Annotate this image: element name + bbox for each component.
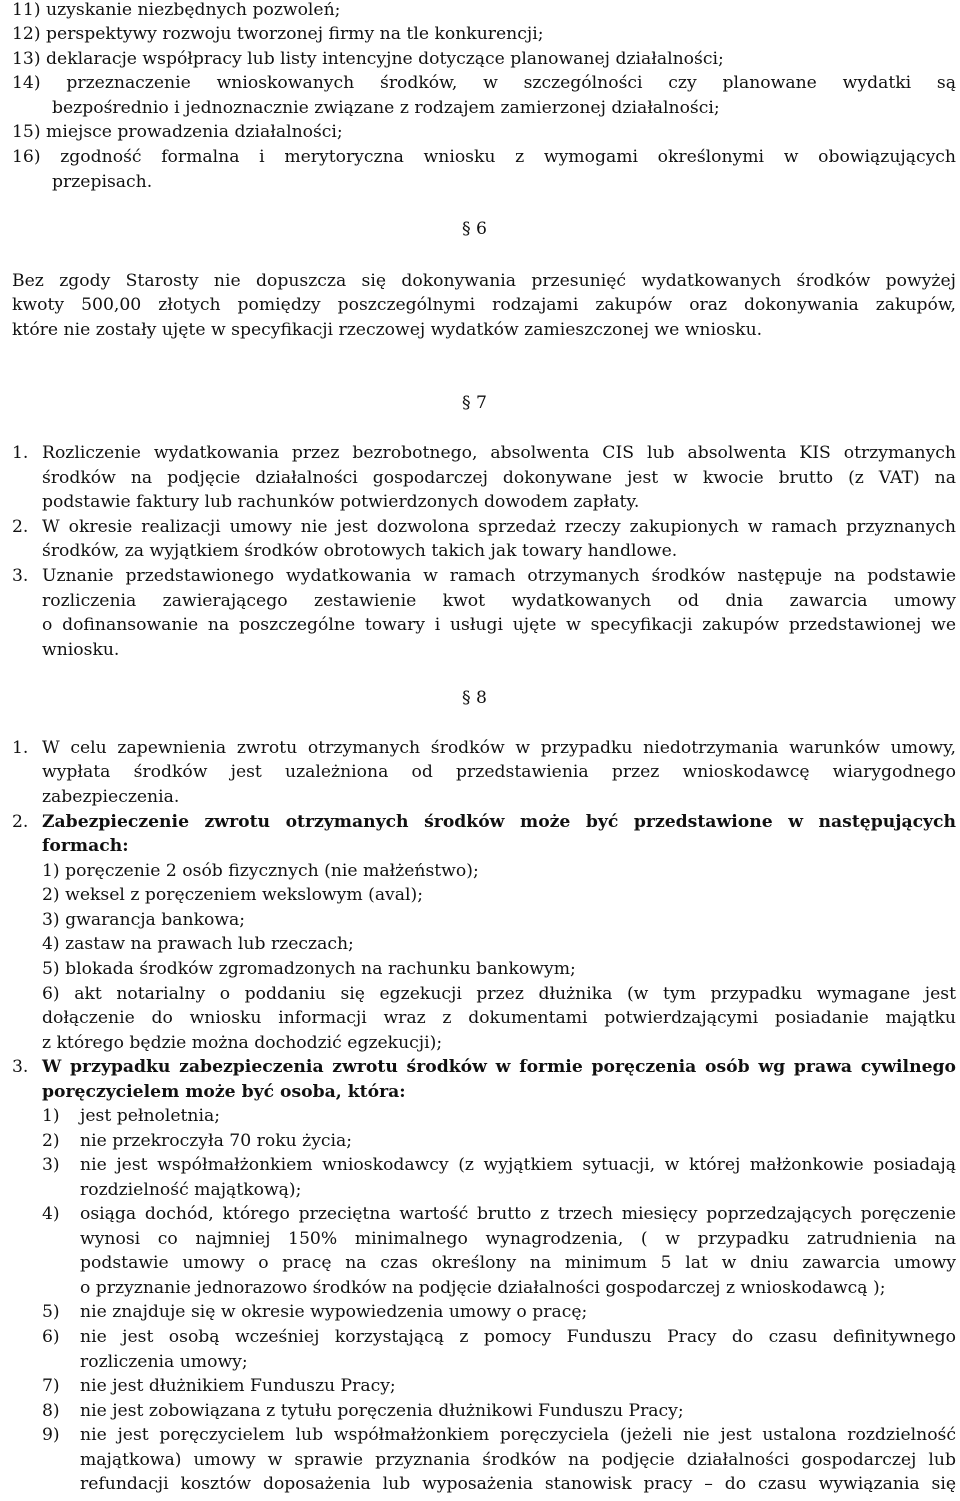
requirement-number: 5) xyxy=(42,1302,60,1323)
section-8-p2-heading: Zabezpieczenie zwrotu otrzymanych środków może być przedstawione w następujących xyxy=(42,812,956,832)
section-8-p3-heading-cont: poręczycielem może być osoba, która: xyxy=(42,1082,406,1102)
paragraph-number: 2. xyxy=(12,812,29,832)
paragraph-number: 1. xyxy=(12,443,29,463)
security-form-item: 1) poręczenie 2 osób fizycznych (nie małżeństwo); xyxy=(42,861,479,881)
security-form-item: 2) weksel z poręczeniem wekslowym (aval); xyxy=(42,885,424,905)
requirement-text: nie jest osobą wcześniej korzystającą z pomocy Funduszu Pracy do czasu definitywnego xyxy=(80,1326,956,1347)
requirement-number: 6) xyxy=(42,1326,60,1347)
security-form-item: 6) akt notarialny o poddaniu się egzekucji przez dłużnika (w tym przypadku wymagane jest xyxy=(42,984,956,1004)
security-form-item: 3) gwarancja bankowa; xyxy=(42,910,246,930)
requirement-number: 8) xyxy=(42,1400,60,1421)
requirement-text-cont: refundacji kosztów doposażenia lub wyposażenia stanowisk pracy – do czasu wywiązania się xyxy=(80,1474,956,1495)
section-8-p1-line: W celu zapewnienia zwrotu otrzymanych środków w przypadku niedotrzymania warunków umowy, xyxy=(42,738,956,758)
list-item-11: 11) uzyskanie niezbędnych pozwoleń; xyxy=(12,0,341,20)
section-7-p1-line: podstawie faktury lub rachunków potwierdzonych dowodem zapłaty. xyxy=(42,492,640,512)
security-form-item: 4) zastaw na prawach lub rzeczach; xyxy=(42,934,354,954)
section-8-p2-heading-cont: formach: xyxy=(42,836,129,856)
section-6-text-line: kwoty 500,00 złotych pomiędzy poszczególnymi rodzajami zakupów oraz dokonywania zakupów, xyxy=(12,295,956,315)
list-item-14-cont: bezpośrednio i jednoznacznie związane z rodzajem zamierzonej działalności; xyxy=(52,98,720,118)
paragraph-number: 1. xyxy=(12,738,29,758)
section-8-heading: § 8 xyxy=(462,688,487,708)
requirement-text: osiąga dochód, którego przeciętna wartość brutto z trzech miesięcy poprzedzających poręczenie xyxy=(80,1204,956,1225)
section-8-p1-line: wypłata środków jest uzależniona od przedstawienia przez wnioskodawcę wiarygodnego xyxy=(42,762,956,782)
section-7-p1-line: środków na podjęcie działalności gospodarczej dokonywane jest w kwocie brutto (z VAT) na xyxy=(42,468,956,488)
requirement-number: 1) xyxy=(42,1106,60,1126)
section-7-p2-line: W okresie realizacji umowy nie jest dozwolona sprzedaż rzeczy zakupionych w ramach przyznanych xyxy=(42,517,956,537)
section-6-text-line: które nie zostały ujęte w specyfikacji rzeczowej wydatków zamieszczonej we wniosku. xyxy=(12,320,763,340)
section-7-p3-line: wniosku. xyxy=(42,640,120,660)
paragraph-number: 2. xyxy=(12,517,29,537)
requirement-text-cont: o przyznanie jednorazowo środków na podjęcie działalności gospodarczej z wnioskodawcą ); xyxy=(80,1277,886,1298)
list-item-12: 12) perspektywy rozwoju tworzonej firmy na tle konkurencji; xyxy=(12,24,544,44)
section-7-p1-line: Rozliczenie wydatkowania przez bezrobotnego, absolwenta CIS lub absolwenta KIS otrzymanych xyxy=(42,443,956,463)
requirement-number: 7) xyxy=(42,1376,60,1397)
security-form-item: 5) blokada środków zgromadzonych na rachunku bankowym; xyxy=(42,959,576,979)
requirement-text-cont: rozdzielność majątkową); xyxy=(80,1179,302,1200)
list-item-16-cont: przepisach. xyxy=(52,172,153,192)
requirement-text: nie jest zobowiązana z tytułu poręczenia dłużnikowi Funduszu Pracy; xyxy=(80,1400,684,1421)
requirement-text-cont: podstawie umowy o pracę na czas określony na minimum 5 lat w dniu zawarcia umowy xyxy=(80,1253,956,1274)
paragraph-number: 3. xyxy=(12,1057,29,1077)
requirement-text-cont: wynosi co najmniej 150% minimalnego wynagrodzenia, ( w przypadku zatrudnienia na xyxy=(80,1228,956,1249)
requirement-text-cont: rozliczenia umowy; xyxy=(80,1351,248,1372)
requirement-number: 2) xyxy=(42,1130,60,1151)
section-8-p1-line: zabezpieczenia. xyxy=(42,787,180,807)
requirement-text: jest pełnoletnia; xyxy=(80,1106,221,1126)
list-item-14: 14) przeznaczenie wnioskowanych środków, w szczególności czy planowane wydatki są xyxy=(12,73,956,93)
section-7-p3-line: o dofinansowanie na poszczególne towary i usługi ujęte w specyfikacji zakupów przedstawionej we xyxy=(42,615,956,635)
list-item-16: 16) zgodność formalna i merytoryczna wniosku z wymogami określonymi w obowiązujących xyxy=(12,147,956,167)
requirement-number: 3) xyxy=(42,1155,60,1176)
requirement-text: nie znajduje się w okresie wypowiedzenia umowy o pracę; xyxy=(80,1302,588,1323)
requirement-text: nie jest dłużnikiem Funduszu Pracy; xyxy=(80,1376,396,1397)
requirement-number: 4) xyxy=(42,1204,60,1225)
security-form-item-cont: z którego będzie można dochodzić egzekucji); xyxy=(42,1033,443,1053)
section-7-p3-line: Uznanie przedstawionego wydatkowania w ramach otrzymanych środków następuje na podstawie xyxy=(42,566,956,586)
requirement-text-cont: majątkowa) umowy w sprawie przyznania środków na podjęcie działalności gospodarczej lub xyxy=(80,1449,956,1470)
section-7-p3-line: rozliczenia zawierającego zestawienie kwot wydatkowanych od dnia zawarcia umowy xyxy=(42,591,956,611)
section-6-text-line: Bez zgody Starosty nie dopuszcza się dokonywania przesunięć wydatkowanych środków powyżej xyxy=(12,271,956,291)
requirement-text: nie jest poręczycielem lub współmałżonkiem poręczyciela (jeżeli nie jest ustalona rozdzielność xyxy=(80,1425,956,1446)
section-7-heading: § 7 xyxy=(462,393,487,413)
section-8-p3-heading: W przypadku zabezpieczenia zwrotu środków w formie poręczenia osób wg prawa cywilnego xyxy=(42,1057,956,1077)
section-7-p2-line: środków, za wyjątkiem środków obrotowych takich jak towary handlowe. xyxy=(42,541,678,561)
requirement-text: nie przekroczyła 70 roku życia; xyxy=(80,1130,353,1151)
requirement-number: 9) xyxy=(42,1425,60,1446)
section-6-heading: § 6 xyxy=(462,219,487,239)
paragraph-number: 3. xyxy=(12,566,29,586)
list-item-13: 13) deklaracje współpracy lub listy intencyjne dotyczące planowanej działalności; xyxy=(12,49,724,69)
requirement-text: nie jest współmałżonkiem wnioskodawcy (z wyjątkiem sytuacji, w której małżonkowie posiadają xyxy=(80,1155,956,1176)
list-item-15: 15) miejsce prowadzenia działalności; xyxy=(12,122,343,142)
security-form-item-cont: dołączenie do wniosku informacji wraz z dokumentami potwierdzającymi posiadanie majątku xyxy=(42,1008,956,1028)
